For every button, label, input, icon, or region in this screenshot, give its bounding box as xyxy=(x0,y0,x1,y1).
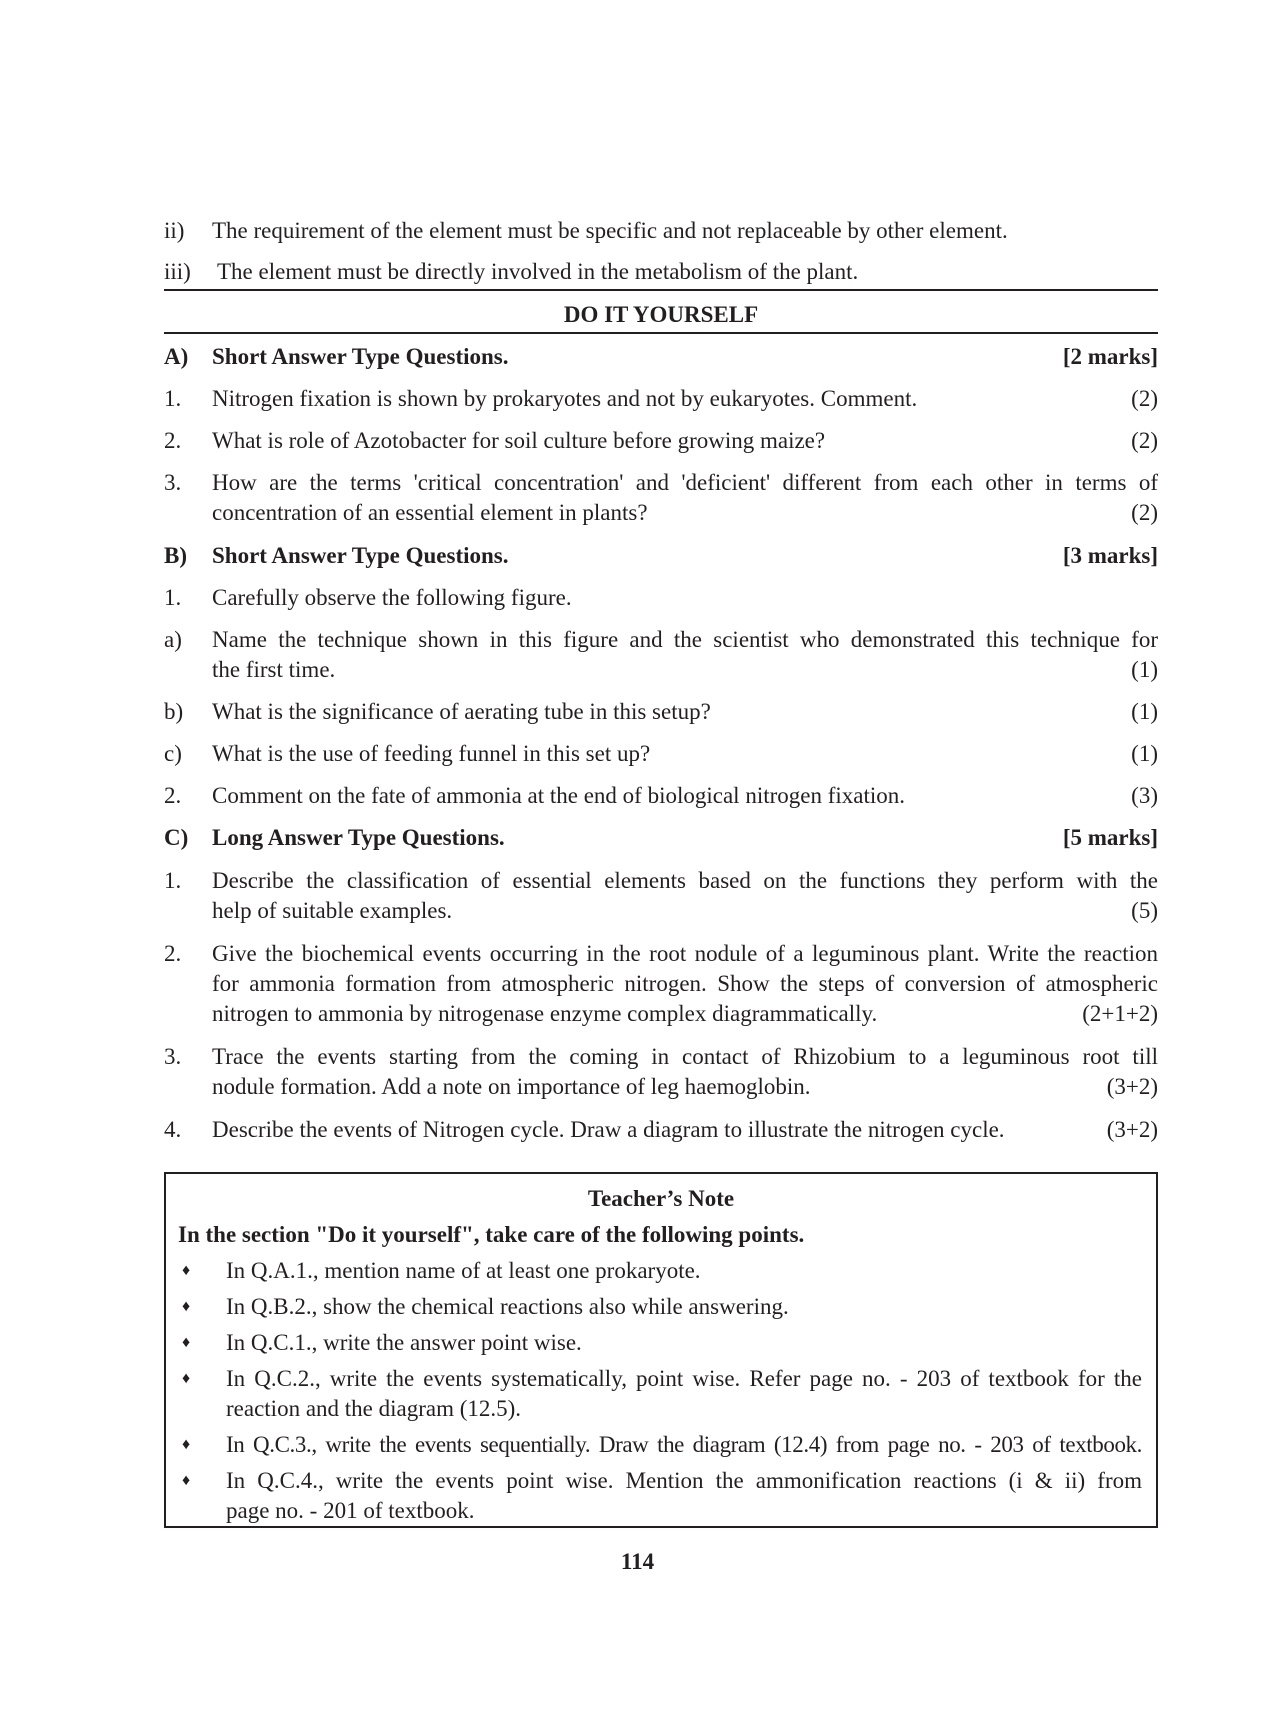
section-b-marks: [3 marks] xyxy=(1062,543,1158,568)
marks-label: (3+2) xyxy=(1106,1074,1158,1099)
marks-label: (3+2) xyxy=(1106,1117,1158,1142)
section-title: DO IT YOURSELF xyxy=(563,302,759,327)
marks-label: (2) xyxy=(1131,500,1158,525)
title-rule xyxy=(164,332,1158,334)
section-b-title: Short Answer Type Questions. xyxy=(212,543,509,568)
teacher-note-intro: In the section "Do it yourself", take care of the following points. xyxy=(178,1222,805,1247)
marks-label: (1) xyxy=(1131,699,1158,724)
bullet-icon: ♦ xyxy=(182,1262,191,1279)
bullet-icon: ♦ xyxy=(182,1298,191,1315)
teacher-note-title: Teacher’s Note xyxy=(587,1186,735,1211)
marks-label: (1) xyxy=(1131,741,1158,766)
top-rule xyxy=(164,289,1158,291)
marks-label: (5) xyxy=(1131,898,1158,923)
section-c-title: Long Answer Type Questions. xyxy=(212,825,505,850)
section-a-title: Short Answer Type Questions. xyxy=(212,344,509,369)
marks-label: (3) xyxy=(1131,783,1158,808)
marks-label: (2) xyxy=(1131,386,1158,411)
marks-label: (2) xyxy=(1131,428,1158,453)
section-c-marks: [5 marks] xyxy=(1062,825,1158,850)
bullet-icon: ♦ xyxy=(182,1436,191,1453)
marks-label: (2+1+2) xyxy=(1082,1001,1158,1026)
bullet-icon: ♦ xyxy=(182,1334,191,1351)
page-number: 114 xyxy=(620,1549,655,1574)
teacher-note-box: Teacher’s Note In the section "Do it yourself", take care of the following points. ♦ In Q.A.1., mention name of at least one prokaryote. ♦ In Q.B.2., show the chemical reactions also while answering. ♦ In Q.C.1., write the answer point wise. ♦ In Q.C.2., write the events systematically, point wise. Refer page no. - 203 of textbook for the reaction and the diagram (12.5). ♦ In Q.C.3., write the events sequentially. Draw the diagram (12.4) from page no. - 203 of textbook. ♦ In Q.C.4., write the events point wise. Mention the ammonification reactions (i & ii) from page no. - 201 of textbook. xyxy=(164,1172,1158,1528)
bullet-icon: ♦ xyxy=(182,1370,191,1387)
marks-label: (1) xyxy=(1131,657,1158,682)
bullet-icon: ♦ xyxy=(182,1472,191,1489)
section-a-marks: [2 marks] xyxy=(1062,344,1158,369)
